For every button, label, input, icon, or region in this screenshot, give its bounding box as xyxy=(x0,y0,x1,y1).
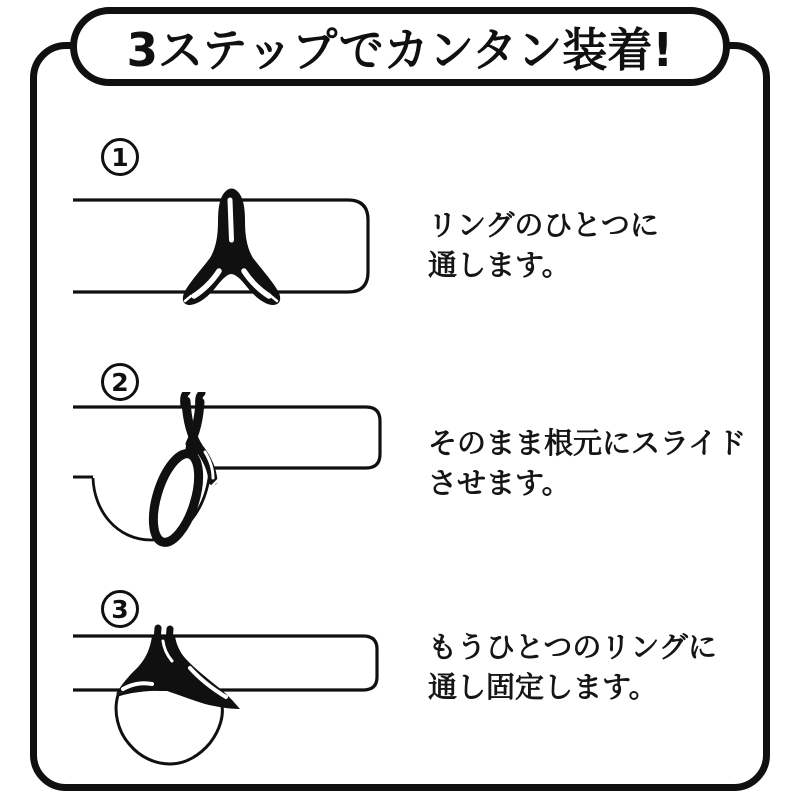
step-3-number: 3 xyxy=(111,594,129,624)
step-3-description-line-2: 通し固定します。 xyxy=(428,670,658,704)
step-1-number: 1 xyxy=(111,142,129,172)
step-2-illustration strap-at-base-icon xyxy=(60,392,390,558)
step-2-number: 2 xyxy=(111,367,129,397)
step-3-description xyxy=(428,627,717,707)
step-1-description xyxy=(428,205,659,285)
step-3-illustration strap-fixed-icon xyxy=(60,617,390,783)
step-3-description-line-1: もうひとつのリングに xyxy=(428,630,717,664)
step-1-number-badge xyxy=(101,138,139,176)
step-1-description-line-1: リングのひとつに xyxy=(428,208,659,242)
step-2-description-line-2: させます。 xyxy=(428,466,571,500)
step-1-description-line-2: 通します。 xyxy=(428,248,571,282)
page-title: 3ステップでカンタン装着! xyxy=(126,22,674,77)
step-2-description-line-1: そのまま根元にスライド xyxy=(428,426,747,460)
step-2-description xyxy=(428,423,746,503)
title-banner xyxy=(70,7,730,86)
step-1-illustration strap-on-ring-icon xyxy=(60,183,390,313)
